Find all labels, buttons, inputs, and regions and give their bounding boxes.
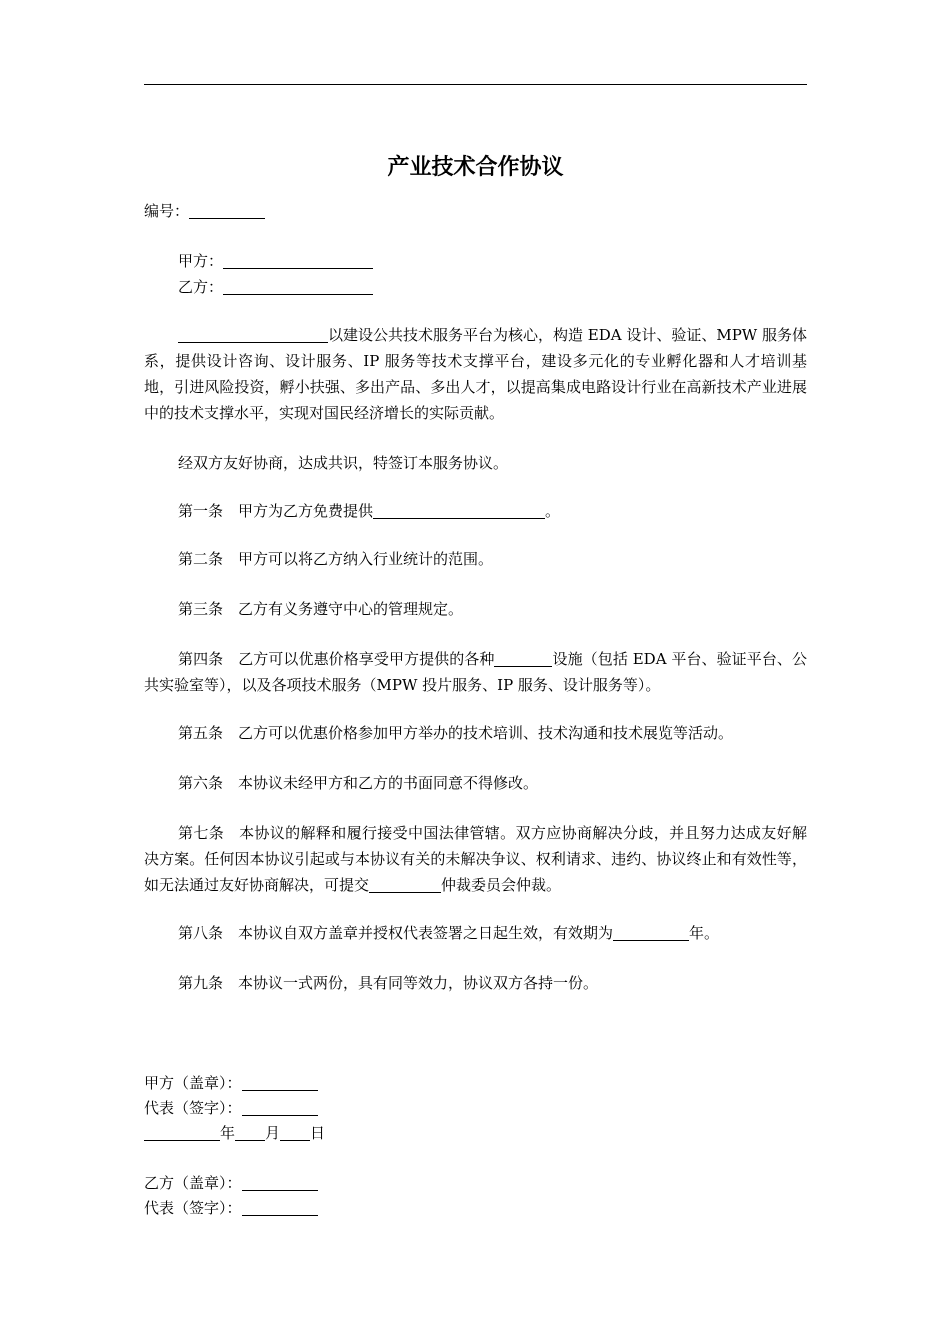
party-a-rep-label: 代表（签字）： xyxy=(144,1099,242,1117)
article-1-blank[interactable] xyxy=(373,502,545,519)
article-text: 乙方可以优惠价格享受甲方提供的各种 xyxy=(238,650,495,668)
party-a-seal-label: 甲方（盖章）： xyxy=(144,1074,242,1092)
consensus-paragraph xyxy=(144,450,841,476)
date-year-blank[interactable] xyxy=(144,1124,220,1141)
article-4-blank[interactable] xyxy=(494,650,552,667)
article-label: 第四条 xyxy=(178,650,224,668)
article-label: 第九条 xyxy=(178,974,224,992)
date-month-label: 月 xyxy=(265,1124,281,1142)
party-a-blank[interactable] xyxy=(223,252,373,269)
article-text: 本协议的解释和履行接受中国法律管辖。双方应协商解决分歧，并且努力达成友好解决方案。任何因本协议引起或与本协议有关的未解决争议、权利请求、违约、协议终止和有效性等，如无法通过友好协商解决，可提交 xyxy=(144,824,807,894)
article-text: 本协议自双方盖章并授权代表签署之日起生效，有效期为 xyxy=(238,924,614,942)
party-b-rep-line xyxy=(144,1195,807,1221)
contract-number-line xyxy=(144,198,807,224)
intro-paragraph xyxy=(144,322,807,426)
consensus-text: 经双方友好协商，达成共识，特签订本服务协议。 xyxy=(178,454,509,472)
article-4 xyxy=(144,646,807,698)
date-line xyxy=(144,1120,807,1146)
article-label: 第一条 xyxy=(178,502,224,520)
article-2 xyxy=(144,546,841,572)
article-label: 第六条 xyxy=(178,774,224,792)
article-8-blank[interactable] xyxy=(613,924,689,941)
article-label: 第三条 xyxy=(178,600,224,618)
article-label: 第七条 xyxy=(178,824,225,842)
contract-number-label: 编号： xyxy=(144,202,190,220)
party-a-rep-line xyxy=(144,1095,807,1121)
party-b-seal-line xyxy=(144,1170,807,1196)
party-b-label: 乙方： xyxy=(178,278,224,296)
party-b-seal-label: 乙方（盖章）： xyxy=(144,1174,242,1192)
article-text-end: 年。 xyxy=(689,924,720,942)
article-8 xyxy=(144,920,841,946)
article-text: 甲方可以将乙方纳入行业统计的范围。 xyxy=(238,550,494,568)
article-text: 本协议一式两份，具有同等效力，协议双方各持一份。 xyxy=(238,974,599,992)
article-text: 本协议未经甲方和乙方的书面同意不得修改。 xyxy=(238,774,539,792)
header-rule xyxy=(144,84,807,85)
article-text: 乙方有义务遵守中心的管理规定。 xyxy=(238,600,464,618)
article-label: 第五条 xyxy=(178,724,224,742)
date-day-blank[interactable] xyxy=(280,1124,310,1141)
party-a-seal-line xyxy=(144,1070,807,1096)
party-a-label: 甲方： xyxy=(178,252,224,270)
article-3 xyxy=(144,596,841,622)
article-text-end: 仲裁委员会仲裁。 xyxy=(441,876,562,894)
party-a-rep-blank[interactable] xyxy=(242,1099,318,1116)
intro-text: 以建设公共技术服务平台为核心，构造 EDA 设计、验证、MPW 服务体系，提供设计咨询、设计服务、IP 服务等技术支撑平台，建设多元化的专业孵化器和人才培训基地，引进风险投资，孵小扶强、多出产品、多出人才，以提高集成电路设计行业在高新技术产业进展中的技术支撑水平，实现对国民经济增长的实际贡献。 xyxy=(144,326,807,422)
party-a-line xyxy=(144,248,841,274)
party-b-rep-blank[interactable] xyxy=(242,1199,318,1216)
party-a-seal-blank[interactable] xyxy=(242,1074,318,1091)
article-7-blank[interactable] xyxy=(369,876,441,893)
article-1 xyxy=(144,498,841,524)
article-9 xyxy=(144,970,841,996)
contract-number-blank[interactable] xyxy=(189,202,265,219)
article-5 xyxy=(144,720,841,746)
article-label: 第八条 xyxy=(178,924,224,942)
party-b-line xyxy=(144,274,841,300)
party-b-seal-blank[interactable] xyxy=(242,1174,318,1191)
article-7 xyxy=(144,820,807,898)
intro-blank[interactable] xyxy=(178,326,328,343)
article-label: 第二条 xyxy=(178,550,224,568)
article-text-end: 。 xyxy=(545,502,561,520)
date-month-blank[interactable] xyxy=(235,1124,265,1141)
article-6 xyxy=(144,770,841,796)
party-b-blank[interactable] xyxy=(223,278,373,295)
date-day-label: 日 xyxy=(310,1124,326,1142)
article-text: 乙方可以优惠价格参加甲方举办的技术培训、技术沟通和技术展览等活动。 xyxy=(238,724,734,742)
party-b-rep-label: 代表（签字）： xyxy=(144,1199,242,1217)
date-year-label: 年 xyxy=(220,1124,236,1142)
document-title: 产业技术合作协议 xyxy=(387,155,564,180)
article-text: 甲方为乙方免费提供 xyxy=(238,502,374,520)
article-text-end: 设施（包括 EDA 平台、验证平台、公共实验室等），以及各项技术服务（MPW 投片服务、IP 服务、设计服务等）。 xyxy=(144,650,807,694)
